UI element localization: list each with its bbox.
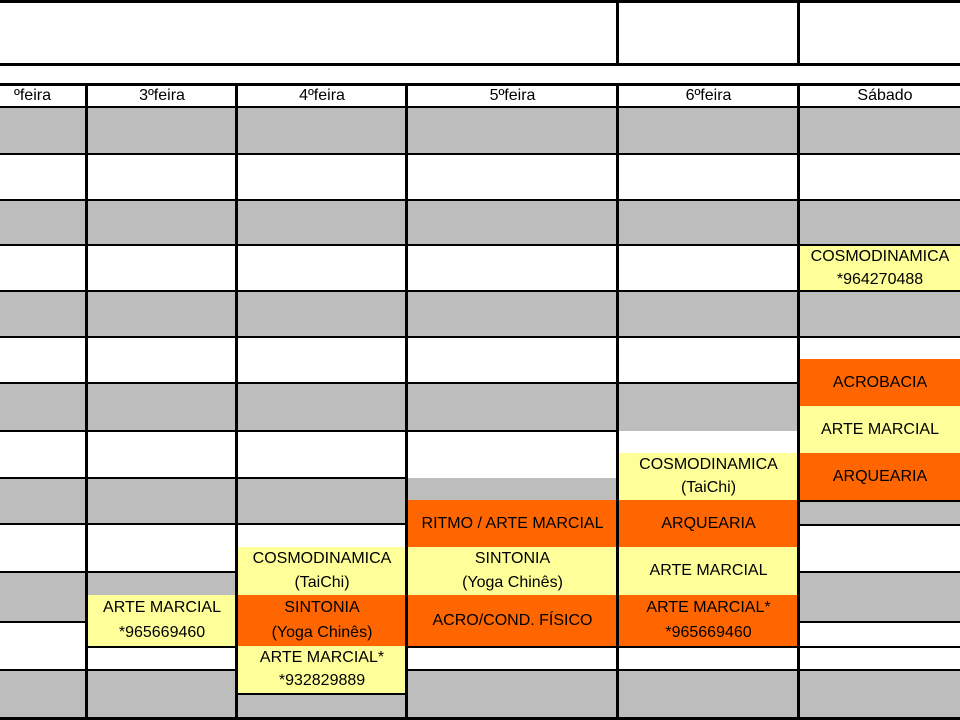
row-band [0, 670, 960, 720]
slot-quarta-arte-marcial-contacto: ARTE MARCIAL* *932829889 [237, 646, 407, 693]
day-header-sexta: 6ºfeira [685, 87, 732, 104]
grid-line [800, 621, 960, 623]
grid-line [0, 244, 960, 246]
grid-line [87, 669, 237, 671]
grid-line [0, 430, 618, 432]
day-header-segunda: ºfeira [14, 87, 51, 104]
title-box [0, 0, 619, 66]
slot-quarta-sintonia: SINTONIA (Yoga Chinês) [237, 595, 407, 646]
grid-line [405, 84, 408, 720]
grid-line [800, 500, 960, 502]
grid-line [237, 693, 407, 695]
slot-sexta-cosmodinamica: COSMODINAMICA (TaiChi) [618, 453, 799, 500]
grid-line [407, 669, 800, 671]
slot-sexta-arte-marcial: ARTE MARCIAL [618, 547, 799, 595]
title-box [616, 0, 800, 66]
row-band [0, 200, 960, 246]
slot-quarta-cosmodinamica: COSMODINAMICA (TaiChi) [237, 547, 407, 595]
slot-sexta-arte-marcial-contacto: ARTE MARCIAL* *965669460 [618, 595, 799, 646]
day-header-quarta: 4ºfeira [299, 87, 345, 104]
grid-line [0, 621, 87, 623]
grid-line [797, 84, 800, 720]
grid-line [0, 83, 960, 86]
slot-quinta-acro-cond-fisico: ACRO/COND. FÍSICO [407, 595, 618, 646]
slot-quinta-sintonia: SINTONIA (Yoga Chinês) [407, 547, 618, 595]
slot-sabado-acrobacia: ACROBACIA [800, 359, 960, 406]
title-box [797, 0, 960, 66]
grid-line [0, 669, 87, 671]
slot-terca-arte-marcial: ARTE MARCIAL *965669460 [87, 595, 237, 646]
grid-line [616, 84, 619, 720]
slot-sabado-arquearia: ARQUEARIA [800, 453, 960, 500]
grid-line [0, 290, 960, 292]
row-band [0, 291, 960, 337]
grid-line [0, 336, 960, 338]
row-band [0, 107, 960, 154]
grid-line [0, 199, 960, 201]
slot-sabado-cosmodinamica: COSMODINAMICA *964270488 [800, 245, 960, 291]
grid-line [235, 84, 238, 720]
grid-line [0, 477, 407, 479]
grid-line [0, 106, 960, 108]
grid-line [800, 524, 960, 526]
grid-line [407, 646, 960, 648]
grid-line [87, 646, 237, 648]
row-band [0, 154, 960, 200]
grid-line [0, 571, 237, 573]
slot-sabado-arte-marcial: ARTE MARCIAL [800, 406, 960, 453]
slot-quinta-ritmo-arte-marcial: RITMO / ARTE MARCIAL [407, 500, 618, 547]
day-header-sabado: Sábado [857, 87, 913, 104]
grid-line [0, 153, 960, 155]
day-header-terca: 3ºfeira [139, 87, 185, 104]
day-header-quinta: 5ºfeira [489, 87, 536, 104]
grid-line [0, 382, 800, 384]
grid-line [800, 669, 960, 671]
slot-sexta-arquearia: ARQUEARIA [618, 500, 799, 547]
grid-line [85, 84, 88, 720]
grid-line [800, 571, 960, 573]
grid-line [0, 523, 407, 525]
